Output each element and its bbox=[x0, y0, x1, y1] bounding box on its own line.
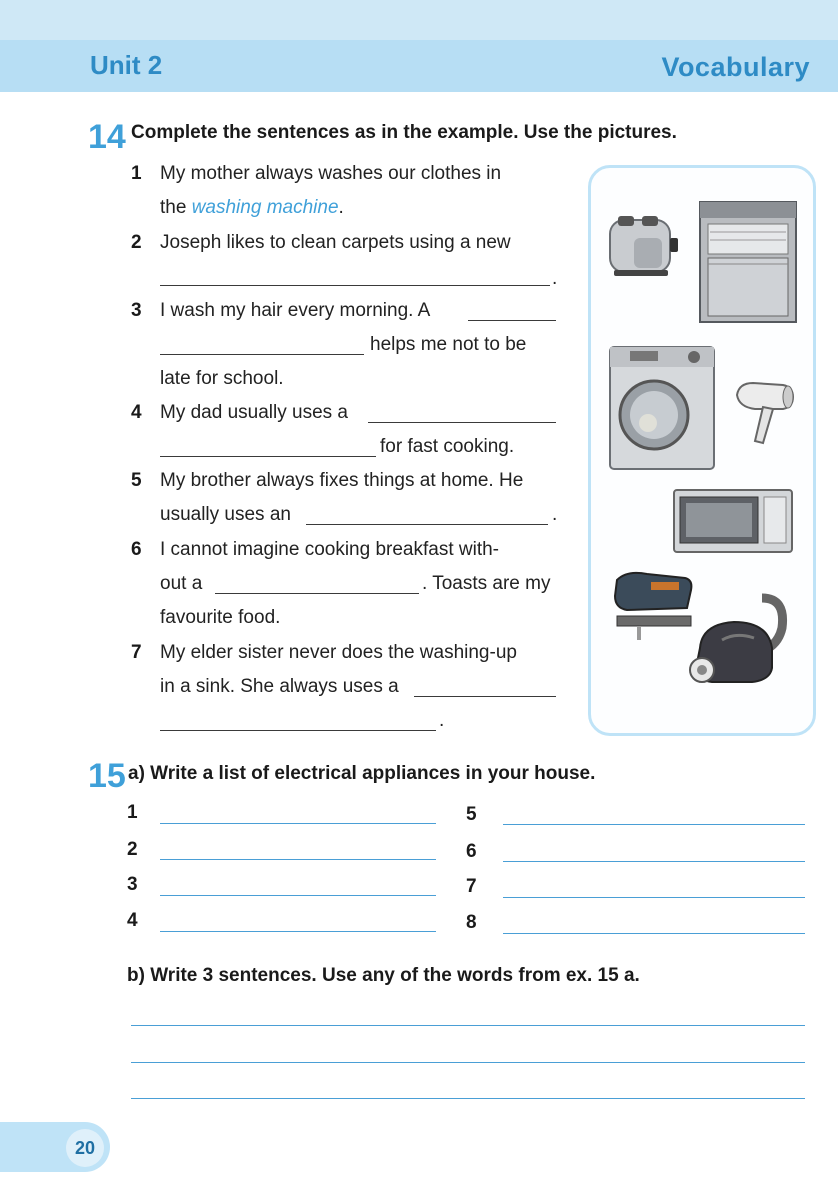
sentence-line-2[interactable] bbox=[131, 1062, 805, 1063]
exercise-15-number: 15 bbox=[88, 757, 126, 795]
item-4-line1: My dad usually uses a bbox=[160, 402, 348, 423]
unit-title: Unit 2 bbox=[90, 50, 163, 80]
microwave-picture bbox=[672, 488, 794, 554]
item-7-blank-a[interactable] bbox=[414, 696, 556, 697]
item-6-line1: I cannot imagine cooking breakfast with- bbox=[160, 539, 500, 560]
section-title: Vocabulary bbox=[661, 52, 810, 82]
list-blank-7[interactable] bbox=[503, 897, 805, 898]
exercise-15-part-b: b) Write 3 sentences. Use any of the words from ex. 15 a. bbox=[127, 965, 640, 986]
item-6-blank[interactable] bbox=[215, 593, 419, 594]
page-number: 20 bbox=[66, 1129, 104, 1167]
item-7-line2: in a sink. She always uses a bbox=[160, 676, 399, 697]
item-2-blank[interactable] bbox=[160, 285, 550, 286]
list-number-3: 3 bbox=[127, 874, 138, 895]
item-5-period: . bbox=[552, 504, 558, 525]
exercise-14-instruction: Complete the sentences as in the example. Use the pictures. bbox=[131, 122, 677, 143]
sentence-line-3[interactable] bbox=[131, 1098, 805, 1099]
dishwasher-picture bbox=[696, 198, 800, 326]
item-6-number: 6 bbox=[131, 539, 142, 560]
item-3-blank-a[interactable] bbox=[468, 320, 556, 321]
toaster-picture bbox=[604, 208, 682, 282]
washing-machine-picture bbox=[606, 343, 718, 473]
list-blank-2[interactable] bbox=[160, 859, 436, 860]
list-blank-5[interactable] bbox=[503, 824, 805, 825]
item-1-period: . bbox=[338, 197, 344, 218]
item-7-number: 7 bbox=[131, 642, 142, 663]
item-7-blank-b[interactable] bbox=[160, 730, 436, 731]
item-6-line3: favourite food. bbox=[160, 607, 281, 628]
exercise-14-number: 14 bbox=[88, 118, 126, 156]
item-3-line2: helps me not to be bbox=[370, 334, 527, 355]
exercise-15-part-a: a) Write a list of electrical appliances in your house. bbox=[128, 763, 596, 784]
hair-dryer-picture bbox=[733, 375, 797, 447]
example-answer: washing machine bbox=[191, 197, 339, 218]
item-1-line2 bbox=[160, 197, 344, 219]
item-2-line1: Joseph likes to clean carpets using a new bbox=[160, 232, 511, 253]
list-number-7: 7 bbox=[466, 876, 477, 897]
list-number-5: 5 bbox=[466, 804, 477, 825]
list-blank-4[interactable] bbox=[160, 931, 436, 932]
item-3-line3: late for school. bbox=[160, 368, 284, 389]
item-6-line2b: . Toasts are my bbox=[422, 573, 551, 594]
list-number-4: 4 bbox=[127, 910, 138, 931]
list-blank-8[interactable] bbox=[503, 933, 805, 934]
item-4-blank-b[interactable] bbox=[160, 456, 376, 457]
item-5-line2: usually uses an bbox=[160, 504, 291, 525]
list-blank-1[interactable] bbox=[160, 823, 436, 824]
item-7-period: . bbox=[439, 710, 445, 731]
list-number-1: 1 bbox=[127, 802, 138, 823]
item-3-number: 3 bbox=[131, 300, 142, 321]
list-number-8: 8 bbox=[466, 912, 477, 933]
list-number-6: 6 bbox=[466, 841, 477, 862]
item-1-line1: My mother always washes our clothes in bbox=[160, 163, 502, 184]
item-7-line1: My elder sister never does the washing-up bbox=[160, 642, 517, 663]
item-1-number: 1 bbox=[131, 163, 142, 184]
vacuum-cleaner-picture bbox=[682, 588, 790, 692]
item-5-number: 5 bbox=[131, 470, 142, 491]
item-5-blank[interactable] bbox=[306, 524, 548, 525]
item-4-number: 4 bbox=[131, 402, 142, 423]
item-3-line1: I wash my hair every morning. A bbox=[160, 300, 431, 321]
sentence-line-1[interactable] bbox=[131, 1025, 805, 1026]
item-3-blank-b[interactable] bbox=[160, 354, 364, 355]
item-4-line2: for fast cooking. bbox=[380, 436, 515, 457]
list-number-2: 2 bbox=[127, 839, 138, 860]
item-5-line1: My brother always fixes things at home. He bbox=[160, 470, 524, 491]
list-blank-3[interactable] bbox=[160, 895, 436, 896]
item-6-line2a: out a bbox=[160, 573, 203, 594]
item-2-number: 2 bbox=[131, 232, 142, 253]
item-2-period: . bbox=[552, 268, 558, 289]
item-1-the: the bbox=[160, 197, 187, 218]
item-4-blank-a[interactable] bbox=[368, 422, 556, 423]
list-blank-6[interactable] bbox=[503, 861, 805, 862]
